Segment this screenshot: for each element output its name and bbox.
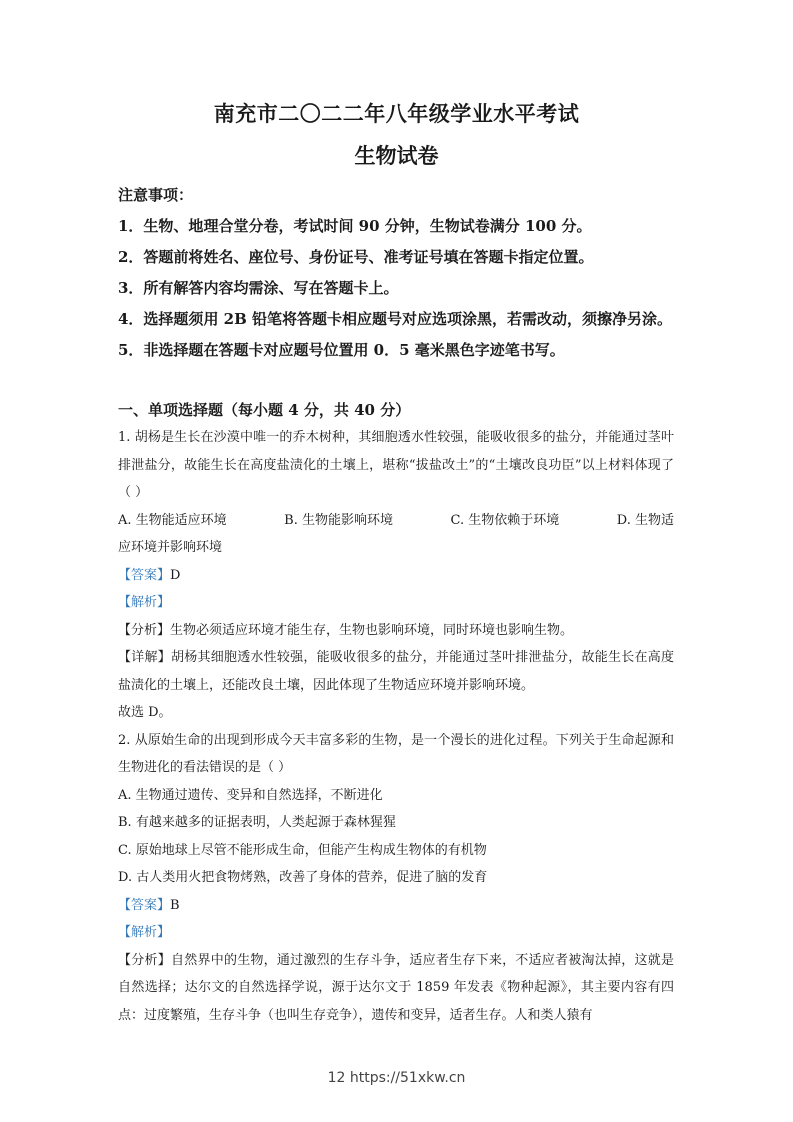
notice-item-3: 3．所有解答内容均需涂、写在答题卡上。 [118,279,399,297]
notice-item-1: 1．生物、地理合堂分卷，考试时间 90 分钟，生物试卷满分 100 分。 [118,217,592,235]
q1-option-d-continued: 应环境并影响环境 [118,540,223,555]
q2-fenxi [118,947,674,1030]
q1-fenxi [118,617,674,645]
q2-fenxi-tag: 【分析】 [118,952,171,968]
q1-stem: 1. 胡杨是生长在沙漠中唯一的乔木树种，其细胞透水性较强，能吸收很多的盐分，并能通过茎叶排泄盐分，故能生长在高度盐渍化的土壤上，堪称“拔盐改土”的“土壤改良功臣”以上材料体现了（ ） [118,430,674,500]
q1-answer [118,562,674,590]
q2-analysis [118,919,674,947]
notice-item-5: 5．非选择题在答题卡对应题号位置用 0．5 毫米黑色字迹笔书写。 [118,341,565,359]
q1-fenxi-tag: 【分析】 [118,622,171,638]
page-footer: 12 https://51xkw.cn [327,1070,466,1086]
q2-answer [118,892,674,920]
q1-option-d: D. 生物适 [616,512,674,528]
q2-stem: 2. 从原始生命的出现到形成今天丰富多彩的生物，是一个漫长的进化过程。下列关于生命起源和生物进化的看法错误的是（ ） [118,732,674,775]
notice-item-2: 2．答题前将姓名、座位号、身份证号、准考证号填在答题卡指定位置。 [118,248,594,266]
q2-fenxi-text: 自然界中的生物，通过激烈的生存斗争，适应者生存下来，不适应者被淘汰掉，这就是自然选择；达尔文的自然选择学说，源于达尔文于 1859 年发表《物种起源》，其主要内容有四点：过度繁殖，生存斗争（也叫生存竞争），遗传和变异，适者生存。人和类人猿有 [118,952,674,1023]
section-heading: 一、单项选择题（每小题 4 分，共 40 分） [118,401,411,419]
q2-option-d: D. 古人类用火把食物烤熟，改善了身体的营养，促进了脑的发育 [118,870,488,885]
q1-answer-tag: 【答案】 [118,567,171,583]
notice-item-4: 4．选择题须用 2B 铅笔将答题卡相应题号对应选项涂黑，若需改动，须擦净另涂。 [118,310,673,328]
q1-option-a: A. 生物能适应环境 [118,512,227,528]
q1-xiangjie [118,644,674,699]
q1-analysis [118,589,674,617]
q1-option-b: B. 生物能影响环境 [284,512,393,528]
q1-answer-value: D [170,567,181,583]
q2-answer-value: B [170,897,180,913]
q1-xiangjie-text: 胡杨其细胞透水性较强，能吸收很多的盐分，并能通过茎叶排泄盐分，故能生长在高度盐渍化的土壤上，还能改良土壤，因此体现了生物适应环境并影响环境。 [118,650,674,693]
q1-xiangjie-tag: 【详解】 [118,650,171,665]
questions-content [118,424,674,1029]
exam-title: 南充市二〇二二年八年级学业水平考试 [213,101,580,126]
q2-option-c: C. 原始地球上尽管不能形成生命，但能产生构成生物体的有机物 [118,842,487,858]
q1-option-c: C. 生物依赖于环境 [450,512,560,528]
exam-subtitle: 生物试卷 [354,143,439,168]
q2-answer-tag: 【答案】 [118,897,171,913]
notice-block [118,180,678,366]
q1-conclusion: 故选 D。 [118,705,172,720]
q1-analysis-tag: 【解析】 [118,595,171,610]
q1-fenxi-text: 生物必须适应环境才能生存，生物也影响环境，同时环境也影响生物。 [170,622,574,638]
q1-options-row [118,507,674,535]
q2-option-b: B. 有越来越多的证据表明，人类起源于森林猩猩 [118,815,396,830]
notice-heading: 注意事项： [118,186,194,204]
q2-option-a: A. 生物通过遗传、变异和自然选择，不断进化 [118,787,383,803]
q2-analysis-tag: 【解析】 [118,925,171,940]
